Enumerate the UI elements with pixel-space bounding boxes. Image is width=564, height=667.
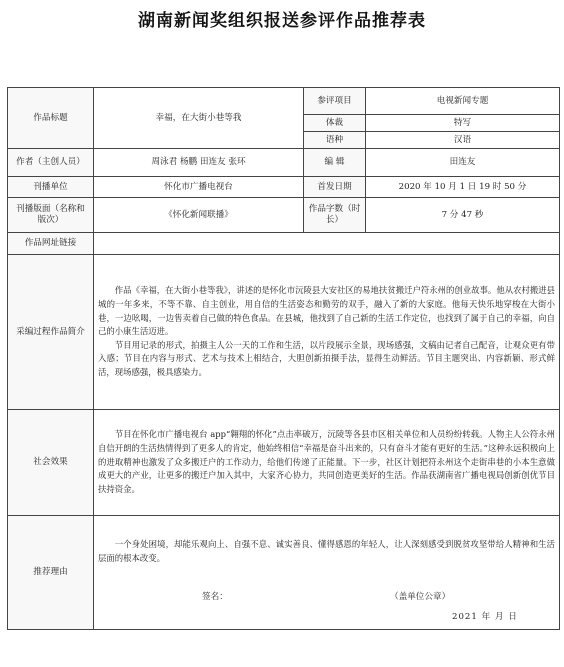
category-value: 电视新闻专题 (366, 88, 560, 115)
process-label: 采编过程作品简介 (8, 255, 94, 410)
length-value: 7 分 47 秒 (366, 198, 560, 233)
publisher-value: 怀化市广播电视台 (94, 177, 304, 198)
editor-label: 编 辑 (304, 149, 366, 177)
row-layout (8, 198, 560, 233)
first-release-label: 首发日期 (304, 177, 366, 198)
reason-content (94, 516, 560, 588)
process-paragraph-1: 作品《幸福，在大街小巷等我》，讲述的是怀化市沅陵县大安社区的易地扶贫搬迁户符永州的创业故事。他从农村搬进县城的一年多来，不等不靠、自主创业，用自信的生活姿态和勤劳的双手，融入了新的大家庭。他每天快乐地穿梭在大街小巷，一边吆喝，一边售卖着自己做的特色食品。在县城，他找到了自己新的生活工作定位，也找到了属于自己的幸福，向自己的小康生活迈进。 (98, 285, 556, 337)
url-value (94, 233, 560, 255)
row-category (8, 88, 560, 115)
author-label: 作者（主创人员） (8, 149, 94, 177)
row-effect (8, 410, 560, 516)
work-title-value: 幸福，在大街小巷等我 (94, 88, 304, 149)
layout-label: 刊播版面（名称和版次） (8, 198, 94, 233)
category-label: 参评项目 (304, 88, 366, 115)
author-value: 周泳君 杨鹏 田连友 张环 (94, 149, 304, 177)
language-value: 汉语 (366, 132, 560, 149)
length-label: 作品字数（时长） (304, 198, 366, 233)
form-title: 湖南新闻奖组织报送参评作品推荐表 (138, 11, 426, 31)
effect-label: 社会效果 (8, 410, 94, 516)
editor-value: 田连友 (366, 149, 560, 177)
genre-label: 体裁 (304, 115, 366, 132)
first-release-value: 2020 年 10 月 1 日 19 时 50 分 (366, 177, 560, 198)
url-label: 作品网址链接 (8, 233, 94, 255)
effect-paragraph: 节目在怀化市广播电视台 app“翱翔的怀化”点击率破万，沅陵等各县市区相关单位和人员纷纷转载。人物主人公符永州自信开朗的生活热情得到了更多人的肯定，他始终相信“幸福是奋斗出来的，只有奋斗才能有更好的生活。”这种永远积极向上的进取精神也激发了众多搬迁户的工作动力，给他们传递了正能量。下一步，社区计划把符永州这个走街串巷的小本生意做成更大的产业，让更多的搬迁户加入其中，大家齐心协力，共同创造更美好的生活。作品获湖南省广播电视局创新创优节目扶持资金。 (98, 429, 556, 494)
layout-value: 《怀化新闻联播》 (94, 198, 304, 233)
publisher-label: 刊播单位 (8, 177, 94, 198)
row-process (8, 255, 560, 410)
process-content (94, 255, 560, 410)
signature-label: 签名： (202, 591, 228, 602)
row-reason (8, 516, 560, 588)
row-author (8, 149, 560, 177)
effect-content (94, 410, 560, 516)
row-publisher (8, 177, 560, 198)
seal-note: （盖单位公章） (390, 591, 451, 602)
signature-area (94, 588, 560, 630)
genre-value: 特写 (366, 115, 560, 132)
recommendation-form (7, 87, 560, 630)
language-label: 语种 (304, 132, 366, 149)
reason-label: 推荐理由 (8, 516, 94, 630)
work-title-label: 作品标题 (8, 88, 94, 149)
signature-date: 2021 年 月 日 (452, 611, 518, 622)
process-paragraph-2: 节目用记录的形式，拍摄主人公一天的工作和生活，以片段展示全景，现场感强，文稿由记者自己配音，让观众更有带入感；节目在内容与形式、艺术与技术上相结合，大胆创新拍摄手法，显得生动鲜活。节目主题突出、内容新颖、形式鲜活，现场感强，极具感染力。 (98, 339, 556, 378)
reason-paragraph: 一个身处困境，却能乐观向上、自强不息、诚实善良、懂得感恩的年轻人，让人深刻感受到脱贫攻坚带给人精神和生活层面的根本改变。 (98, 539, 556, 563)
row-url (8, 233, 560, 255)
